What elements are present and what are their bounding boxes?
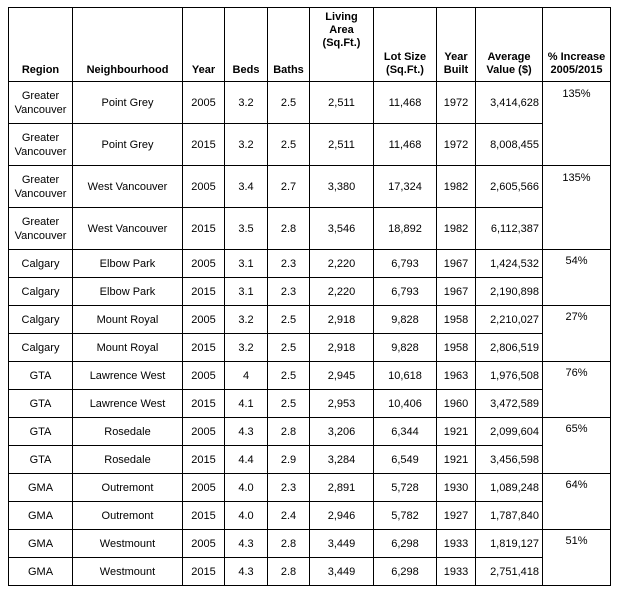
cell-pct-increase: 135%: [543, 82, 611, 166]
table-row: [9, 474, 611, 502]
cell-year-built: 1933: [437, 530, 476, 558]
cell-year: 2005: [183, 250, 225, 278]
cell-beds: 3.1: [225, 278, 268, 306]
cell-lot-size: 9,828: [374, 306, 437, 334]
cell-lot-size: 6,298: [374, 530, 437, 558]
cell-average-value: 8,008,455: [476, 124, 543, 166]
cell-year: 2015: [183, 558, 225, 586]
cell-region: GMA: [9, 502, 73, 530]
cell-lot-size: 6,298: [374, 558, 437, 586]
cell-year: 2015: [183, 334, 225, 362]
cell-year: 2005: [183, 418, 225, 446]
cell-living-area: 3,546: [310, 208, 374, 250]
cell-living-area: 2,511: [310, 124, 374, 166]
cell-baths: 2.5: [268, 124, 310, 166]
cell-neighbourhood: Point Grey: [73, 82, 183, 124]
table-row: [9, 166, 611, 208]
table-row: [9, 390, 611, 418]
cell-living-area: 2,918: [310, 306, 374, 334]
cell-beds: 4.4: [225, 446, 268, 474]
cell-beds: 4.0: [225, 502, 268, 530]
cell-neighbourhood: Lawrence West: [73, 390, 183, 418]
cell-year: 2015: [183, 390, 225, 418]
cell-living-area: 2,891: [310, 474, 374, 502]
cell-pct-increase: 64%: [543, 474, 611, 530]
cell-lot-size: 18,892: [374, 208, 437, 250]
cell-region: Calgary: [9, 306, 73, 334]
cell-baths: 2.8: [268, 558, 310, 586]
cell-neighbourhood: Outremont: [73, 474, 183, 502]
cell-beds: 4.3: [225, 558, 268, 586]
table-row: [9, 82, 611, 124]
cell-lot-size: 17,324: [374, 166, 437, 208]
column-header-average-value: Average Value ($): [476, 8, 543, 82]
cell-beds: 3.4: [225, 166, 268, 208]
cell-average-value: 1,819,127: [476, 530, 543, 558]
column-header-region: Region: [9, 8, 73, 82]
cell-neighbourhood: West Vancouver: [73, 166, 183, 208]
cell-lot-size: 9,828: [374, 334, 437, 362]
cell-year-built: 1927: [437, 502, 476, 530]
cell-pct-increase: 51%: [543, 530, 611, 586]
cell-lot-size: 10,406: [374, 390, 437, 418]
cell-year-built: 1963: [437, 362, 476, 390]
cell-living-area: 3,449: [310, 558, 374, 586]
cell-region: GTA: [9, 446, 73, 474]
cell-year-built: 1972: [437, 124, 476, 166]
cell-neighbourhood: Elbow Park: [73, 250, 183, 278]
cell-pct-increase: 135%: [543, 166, 611, 250]
cell-neighbourhood: Outremont: [73, 502, 183, 530]
cell-year-built: 1958: [437, 306, 476, 334]
cell-region: Greater Vancouver: [9, 124, 73, 166]
cell-baths: 2.9: [268, 446, 310, 474]
cell-baths: 2.3: [268, 278, 310, 306]
cell-beds: 4: [225, 362, 268, 390]
cell-living-area: 2,945: [310, 362, 374, 390]
cell-region: Greater Vancouver: [9, 166, 73, 208]
cell-lot-size: 10,618: [374, 362, 437, 390]
table-row: [9, 502, 611, 530]
cell-year-built: 1958: [437, 334, 476, 362]
cell-beds: 4.3: [225, 418, 268, 446]
cell-living-area: 2,946: [310, 502, 374, 530]
cell-year-built: 1921: [437, 418, 476, 446]
cell-beds: 4.0: [225, 474, 268, 502]
cell-year: 2005: [183, 530, 225, 558]
column-header-baths: Baths: [268, 8, 310, 82]
cell-year-built: 1967: [437, 250, 476, 278]
cell-beds: 3.5: [225, 208, 268, 250]
column-header-year-built: Year Built: [437, 8, 476, 82]
cell-neighbourhood: Rosedale: [73, 418, 183, 446]
cell-year-built: 1982: [437, 208, 476, 250]
column-header-beds: Beds: [225, 8, 268, 82]
cell-year: 2005: [183, 306, 225, 334]
cell-neighbourhood: Mount Royal: [73, 306, 183, 334]
cell-neighbourhood: Elbow Park: [73, 278, 183, 306]
cell-average-value: 1,424,532: [476, 250, 543, 278]
cell-year: 2015: [183, 124, 225, 166]
cell-average-value: 3,456,598: [476, 446, 543, 474]
cell-lot-size: 6,344: [374, 418, 437, 446]
cell-region: GMA: [9, 530, 73, 558]
cell-neighbourhood: Westmount: [73, 530, 183, 558]
cell-average-value: 2,751,418: [476, 558, 543, 586]
table-row: [9, 446, 611, 474]
table-row: [9, 208, 611, 250]
cell-year: 2015: [183, 208, 225, 250]
cell-baths: 2.5: [268, 334, 310, 362]
cell-region: GMA: [9, 558, 73, 586]
cell-year-built: 1967: [437, 278, 476, 306]
table-row: [9, 334, 611, 362]
cell-baths: 2.5: [268, 306, 310, 334]
cell-region: Calgary: [9, 334, 73, 362]
table-header-row: [9, 8, 611, 82]
cell-neighbourhood: West Vancouver: [73, 208, 183, 250]
table-row: [9, 418, 611, 446]
cell-baths: 2.3: [268, 250, 310, 278]
cell-pct-increase: 27%: [543, 306, 611, 362]
cell-lot-size: 5,782: [374, 502, 437, 530]
table-row: [9, 124, 611, 166]
cell-region: GTA: [9, 362, 73, 390]
table-row: [9, 278, 611, 306]
cell-lot-size: 6,793: [374, 250, 437, 278]
cell-beds: 3.1: [225, 250, 268, 278]
cell-baths: 2.8: [268, 208, 310, 250]
cell-year-built: 1972: [437, 82, 476, 124]
cell-living-area: 3,284: [310, 446, 374, 474]
cell-year: 2005: [183, 166, 225, 208]
cell-baths: 2.3: [268, 474, 310, 502]
cell-baths: 2.5: [268, 82, 310, 124]
cell-baths: 2.5: [268, 362, 310, 390]
table-row: [9, 362, 611, 390]
cell-lot-size: 11,468: [374, 124, 437, 166]
cell-average-value: 1,787,840: [476, 502, 543, 530]
cell-year-built: 1982: [437, 166, 476, 208]
cell-year-built: 1933: [437, 558, 476, 586]
cell-year: 2015: [183, 502, 225, 530]
cell-baths: 2.5: [268, 390, 310, 418]
cell-baths: 2.8: [268, 418, 310, 446]
cell-region: GTA: [9, 418, 73, 446]
cell-living-area: 3,449: [310, 530, 374, 558]
column-header-neighbourhood: Neighbourhood: [73, 8, 183, 82]
cell-region: Calgary: [9, 250, 73, 278]
cell-lot-size: 11,468: [374, 82, 437, 124]
cell-average-value: 2,806,519: [476, 334, 543, 362]
cell-average-value: 1,976,508: [476, 362, 543, 390]
cell-average-value: 2,099,604: [476, 418, 543, 446]
cell-year-built: 1921: [437, 446, 476, 474]
cell-neighbourhood: Lawrence West: [73, 362, 183, 390]
cell-baths: 2.8: [268, 530, 310, 558]
cell-year-built: 1960: [437, 390, 476, 418]
cell-average-value: 2,210,027: [476, 306, 543, 334]
cell-pct-increase: 54%: [543, 250, 611, 306]
cell-living-area: 2,953: [310, 390, 374, 418]
cell-beds: 3.2: [225, 124, 268, 166]
cell-region: Greater Vancouver: [9, 208, 73, 250]
column-header-living-area: Living Area (Sq.Ft.): [310, 8, 374, 82]
column-header-lot-size: Lot Size (Sq.Ft.): [374, 8, 437, 82]
cell-average-value: 3,414,628: [476, 82, 543, 124]
cell-average-value: 3,472,589: [476, 390, 543, 418]
cell-year-built: 1930: [437, 474, 476, 502]
cell-region: Greater Vancouver: [9, 82, 73, 124]
cell-pct-increase: 76%: [543, 362, 611, 418]
cell-region: GMA: [9, 474, 73, 502]
cell-year: 2015: [183, 278, 225, 306]
cell-region: Calgary: [9, 278, 73, 306]
column-header-pct-increase: % Increase 2005/2015: [543, 8, 611, 82]
cell-beds: 4.3: [225, 530, 268, 558]
table-row: [9, 530, 611, 558]
cell-average-value: 2,605,566: [476, 166, 543, 208]
cell-neighbourhood: Rosedale: [73, 446, 183, 474]
table-row: [9, 558, 611, 586]
cell-lot-size: 5,728: [374, 474, 437, 502]
cell-lot-size: 6,793: [374, 278, 437, 306]
home-values-table: [8, 7, 611, 586]
cell-average-value: 1,089,248: [476, 474, 543, 502]
cell-pct-increase: 65%: [543, 418, 611, 474]
cell-beds: 3.2: [225, 334, 268, 362]
cell-living-area: 2,220: [310, 278, 374, 306]
column-header-year: Year: [183, 8, 225, 82]
cell-region: GTA: [9, 390, 73, 418]
cell-average-value: 2,190,898: [476, 278, 543, 306]
cell-living-area: 3,380: [310, 166, 374, 208]
cell-baths: 2.4: [268, 502, 310, 530]
cell-year: 2005: [183, 362, 225, 390]
cell-year: 2005: [183, 474, 225, 502]
cell-neighbourhood: Mount Royal: [73, 334, 183, 362]
cell-beds: 3.2: [225, 306, 268, 334]
cell-living-area: 3,206: [310, 418, 374, 446]
table-row: [9, 306, 611, 334]
cell-year: 2015: [183, 446, 225, 474]
cell-beds: 3.2: [225, 82, 268, 124]
cell-year: 2005: [183, 82, 225, 124]
cell-beds: 4.1: [225, 390, 268, 418]
cell-baths: 2.7: [268, 166, 310, 208]
cell-living-area: 2,220: [310, 250, 374, 278]
cell-living-area: 2,918: [310, 334, 374, 362]
cell-lot-size: 6,549: [374, 446, 437, 474]
table-row: [9, 250, 611, 278]
cell-neighbourhood: Westmount: [73, 558, 183, 586]
cell-neighbourhood: Point Grey: [73, 124, 183, 166]
cell-average-value: 6,112,387: [476, 208, 543, 250]
cell-living-area: 2,511: [310, 82, 374, 124]
